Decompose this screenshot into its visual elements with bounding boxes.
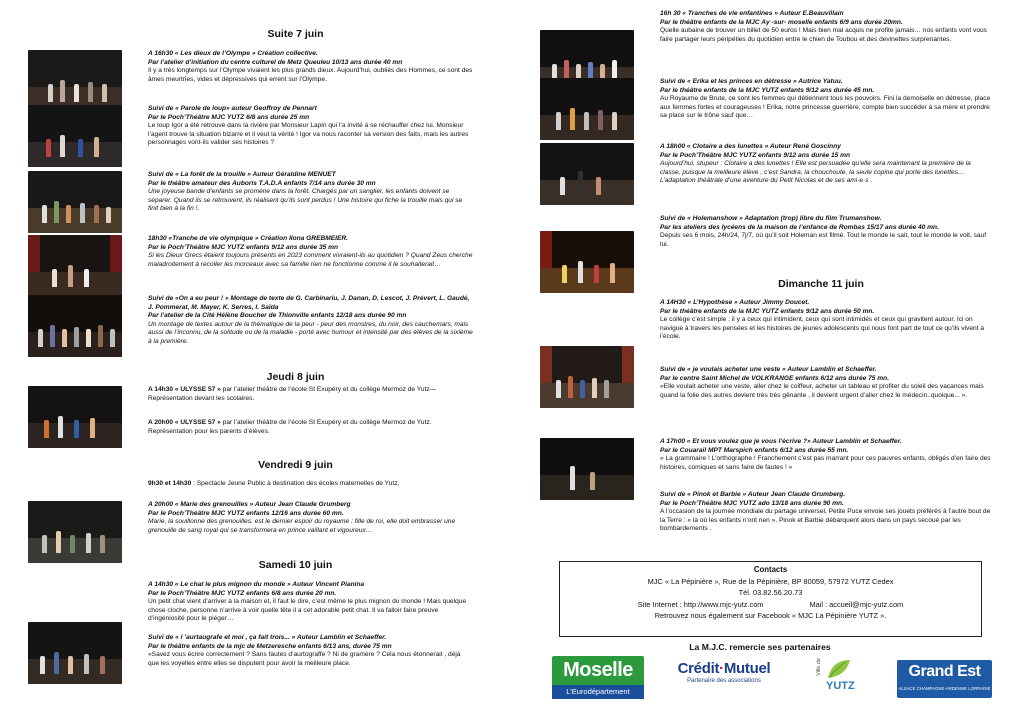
event-details: par l’atelier théâtre de l’école St Exupéry et du collège Mermoz de Yutz. Représentation pour les parents d’élèves.	[148, 419, 432, 435]
event-item	[28, 50, 473, 112]
credit-mutuel-logo-tagline: Partenaire des associations	[687, 678, 761, 684]
event-title: Suivi de « La forêt de la trouille » Auteur Géraldine MENUET	[148, 171, 336, 178]
event-troupe: Par l’atelier de la Cité Hélène Boucher de Thionville enfants 12/18 ans durée 90 mn	[148, 312, 407, 320]
event-troupe: Par le Poch’Théâtre MJC YUTZ enfants 9/12 ans durée 35 mn	[148, 243, 339, 251]
stage-photo	[28, 295, 122, 357]
event-title: A 16h30 « Les dieux de l’Olympe » Création collective.	[148, 50, 318, 57]
event-text	[148, 295, 473, 357]
event-item	[540, 143, 992, 205]
event-item	[28, 386, 473, 448]
event-item	[28, 171, 473, 233]
stage-photo	[28, 386, 122, 448]
partners-heading: La M.J.C. remercie ses partenaires	[689, 642, 831, 652]
yutz-logo	[816, 658, 856, 700]
event-text	[148, 386, 473, 448]
event-item	[540, 78, 992, 140]
credit-mutuel-logo-credit: Crédit	[677, 660, 720, 677]
event-line	[148, 480, 473, 489]
event-text	[660, 491, 992, 553]
event-time-title: A 14h30 « ULYSSE 57 »	[148, 386, 221, 393]
event-title: Suivi de « Pinok et Barbie » Auteur Jean Claude Grumberg.	[660, 491, 846, 498]
day-heading-suite-7-juin: Suite 7 juin	[267, 28, 324, 40]
event-troupe: Par le Poch’Théâtre MJC YUTZ 6/8 ans durée 25 mn	[148, 113, 310, 121]
stage-photo	[28, 622, 122, 684]
grand-est-logo-name: Grand Est	[908, 663, 981, 680]
event-text	[148, 171, 473, 233]
stage-photo	[540, 78, 634, 140]
event-details: : Spectacle Jeune Public à destination des écoles maternelles de Yutz.	[191, 480, 400, 487]
event-item	[28, 105, 473, 167]
stage-photo	[28, 501, 122, 563]
event-item	[540, 491, 992, 553]
event-troupe: Par le théâtre amateur des Auboris T.A.D.A enfants 7/14 ans durée 30 mn	[148, 179, 376, 187]
moselle-logo-tagline: L’Eurodépartement	[552, 685, 644, 699]
contacts-mail[interactable]: Mail : accueil@mjc-yutz.com	[809, 599, 904, 609]
contacts-phone: Tél. 03.82.56.20.73	[738, 588, 803, 598]
event-text	[148, 50, 473, 112]
event-troupe: Par le Poch’Théâtre MJC YUTZ ado 13/18 ans durée 90 mn.	[660, 499, 844, 507]
event-description: Aujourd’hui, stupeur : Clotaire a des lunettes ! Elle est persuadée qu’elle sera maintenant la première de la classe, puisque la meilleure élève , c’est Sandra, la chouchoute, la seule copine qui porte des lunettes… L’adaptation théâtrale d’une aventure du Petit Nicolas et de ses ami·e·s .	[660, 160, 971, 185]
event-troupe: Par l’atelier d’initiation du centre culturel de Metz Queuleu 10/13 ans durée 40 mn	[148, 58, 403, 66]
event-troupe: Par le théâtre enfants de la MJC YUTZ enfants 9/12 ans durée 50 mn.	[660, 307, 875, 315]
contacts-web-row	[560, 599, 981, 611]
grand-est-logo	[897, 660, 992, 698]
event-troupe: Par le centre Saint Michel de VOLKRANGE enfants 6/12 ans durée 75 mn.	[660, 374, 890, 382]
event-title: Suivi de « Erika et les princes en détresse » Autrice Yatuu.	[660, 78, 843, 85]
day-heading-vendredi: Vendredi 9 juin	[258, 459, 333, 471]
event-description: Au Royaume de Brute, ce sont les femmes qui détiennent tous les pouvoirs. Fini la demoiselle en détresse, place aux femmes fortes et courageuses ! Erika, notre princesse guerrière, compte bien succéder à sa mère et prendre sa place sur le trône sauf que…	[660, 95, 991, 120]
event-item	[28, 295, 473, 357]
credit-mutuel-logo-dot: ·	[719, 660, 724, 677]
contacts-box	[559, 561, 982, 637]
event-troupe: Par le théâtre enfants de la MJC YUTZ enfants 9/12 ans durée 45 mn.	[660, 86, 875, 94]
stage-photo	[28, 50, 122, 112]
contacts-website[interactable]: Site Internet : http://www.mjc-yutz.com	[637, 599, 764, 609]
event-description: Un petit chat vient d’arriver à la maison et, il faut le dire, c’est même le plus mignon du monde ! Mais quelque chose cloche, personne n’arrive à voir quelle tête il a cet adorable petit chat. Il va falloir faire preuve d’ingéniosité pour le piéger…	[148, 598, 467, 623]
event-text	[148, 105, 473, 167]
event-title: A 18h00 « Clotaire a des lunettes » Auteur René Goscinny	[660, 143, 841, 150]
event-title: Suivi de «On a eu peur ! » Montage de texte de G. Carbinariu, J. Danan, D. Lescot, J. Prévert, L. Gaudé, J. Pommerat, M. Mayer, K. Serres, I. Saïda	[148, 295, 470, 311]
event-text	[148, 235, 473, 297]
event-text	[660, 299, 992, 361]
event-troupe: Par le théâtre enfants de la mjc de Metzeresche enfants 6/13 ans, durée 75 mn	[148, 642, 392, 650]
event-description: Si les Dieux Grecs étaient toujours présents en 2023 comment vivraient-ils au quotidien ? Quand Zeus cherche maladroitement à recoller les morceaux avec sa famille rien ne fonctionne comme il le souhaiterait…	[148, 252, 473, 268]
event-description: Le collège c’est simple : il y a ceux qui intimident, ceux qui sont intimidés et ceux qui gravitent autour. Ici on navigue à travers les pensées et les histoires de jeunes adolescents qui nous font part de tout ce qu’ils vivent à l’école.	[660, 316, 985, 341]
event-text	[660, 78, 992, 140]
event-troupe: Par le Poch’Théâtre MJC YUTZ enfants 6/8 ans durée 20 mn.	[148, 589, 337, 597]
day-heading-samedi: Samedi 10 juin	[258, 559, 333, 571]
event-item	[28, 501, 473, 563]
event-title: A 20h00 « Marie des grenouilles » Auteur Jean Claude Grumberg	[148, 501, 351, 508]
yutz-logo-name: YUTZ	[826, 680, 855, 692]
event-item	[540, 366, 992, 408]
event-description: Le loup Igor a été retrouvé dans la rivière par Monsieur Lapin qui l’a invité à se réchauffer chez lui. Monsieur l’agent trouve la situation bizarre et il veut la vérité ! Igor va nous raconter sa version des faits, mais les autres personnages vont-ils valider ses histoires ?	[148, 122, 469, 147]
event-troupe: Par les ateliers des lycéens de la maison de l’enfance de Rombas 15/17 ans durée 40 mn.	[660, 223, 939, 231]
credit-mutuel-logo-name	[664, 660, 784, 677]
event-troupe: Par le Poch’Théâtre MJC YUTZ enfants 12/16 ans durée 60 mn.	[148, 509, 344, 517]
yutz-logo-ville: Ville de	[816, 658, 822, 676]
event-description: Une joyeuse bande d’enfants se promène dans la forêt. Chargés par un sanglier, les enfants doivent se séparer. Quand ils se retrouvent, ils réalisent qu’ils sont perdus ! Une histoire qui fiche la trouille mais qui se finit bien à la fin !.	[148, 188, 463, 213]
credit-mutuel-logo-mutuel: Mutuel	[723, 660, 771, 677]
contacts-address: MJC « La Pépinière », Rue de la Pépinière, BP 80059, 57972 YUTZ Cedex	[647, 576, 894, 586]
contacts-facebook: Retrouvez nous également sur Facebook « MJC La Pépinière YUTZ ».	[654, 611, 887, 621]
event-time-title: 9h30 et 14h30	[148, 480, 192, 487]
partner-logos	[552, 656, 992, 702]
moselle-logo-name: Moselle	[552, 656, 644, 685]
event-description: Quelle aubaine de trouver un billet de 50 euros ! Mais bien mal acquis ne profite jamais… nos enfants vont vous faire partager leurs péripéties du quotidien entre le chien de Toubou et des devinettes surprenantes.	[660, 27, 987, 43]
event-description: Marie, la souillonne des grenouilles, est le dernier espoir du royaume : fille de roi, elle doit embrasser une grenouille de sang royal qui se transformera en prince vaillant et vigoureux…	[148, 518, 456, 534]
event-description: Il y a très longtemps sur l’Olympe vivaient les plus grands dieux. Aujourd’hui, oubliés des Hommes, ce sont des âmes meurtries, vides et dépressives qui errent sur l’Olympe.	[148, 67, 473, 83]
event-title: Suivi de « Holemanshow » Adaptation (trop) libre du film Trumanshow.	[660, 215, 882, 222]
event-time-title: A 20h00 « ULYSSE 57 »	[148, 419, 221, 427]
event-description: «Elle voulait acheter une veste, aller chez le coiffeur, acheter un tableau et profiter du soleil des vacances mais quand la folie des autres devient très très gênante , il devient urgent d’aller chez le médecin..quoique... ».	[660, 383, 984, 399]
event-item	[28, 235, 473, 297]
event-description: Un montage de textes autour de la thématique de la peur - peur des monstres, du noir, des cauchemars, mais aussi de l’inconnu, de la solitude ou de la maladie - porté avec humour et intensité par des élèves de la sixième à la première.	[148, 320, 473, 345]
event-item	[28, 634, 473, 684]
event-description: A l’occasion de la journée mondiale du partage universel, Petite Puce envoie ses jouets préférés à l’autre bout de la Terre : « là où les enfants n’ont rien ». Pinok et Barbie débarquent alors dans un pays secoué par les bombardements .	[660, 508, 991, 533]
credit-mutuel-logo	[664, 660, 784, 698]
event-title: Suivi de « l ’aurtaugrafe et moi , ça fait trois... » Auteur Lamblin et Schaeffer.	[148, 634, 387, 641]
right-column	[540, 8, 992, 564]
left-column	[28, 8, 473, 724]
day-heading-jeudi: Jeudi 8 juin	[266, 371, 325, 383]
event-troupe: Par le Poch’Théâtre MJC YUTZ enfants 9/12 ans durée 15 mn	[660, 151, 851, 159]
event-description: « La grammaire ! L’orthographe ! Franchement c’est pas marrant pour ces pauvres enfants, obligés d’en faire des histoires, comiques et sans faire de fautes ! »	[660, 455, 991, 471]
event-troupe: Par le théâtre enfants de la MJC Ay -sur- moselle enfants 6/9 ans durée 20mn.	[660, 18, 903, 26]
contacts-heading: Contacts	[753, 565, 788, 574]
moselle-logo	[552, 656, 644, 700]
event-details: par l’atelier théâtre de l’école St Exupéry et du collège Mermoz de Yutz— Représentation devant les scolaires.	[148, 386, 437, 402]
event-title: A 17h00 « Et vous voulez que je vous l’écrive ?» Auteur Lamblin et Schaeffer.	[660, 438, 902, 445]
stage-photo	[28, 171, 122, 233]
event-title: Suivi de « je voulais acheter une veste » Auteur Lamblin et Schaeffer.	[660, 366, 877, 373]
event-line	[148, 419, 473, 436]
yutz-leaf-icon	[826, 658, 852, 680]
stage-photo	[28, 235, 122, 297]
event-text	[660, 366, 992, 408]
event-text	[148, 634, 473, 684]
event-text	[660, 143, 992, 205]
grand-est-logo-tagline: ALSACE CHAMPAGNE-ARDENNE LORRAINE	[898, 686, 991, 691]
stage-photo	[28, 105, 122, 167]
event-title: A 14H30 « L’Hypothèse » Auteur Jimmy Doucet.	[660, 299, 810, 306]
day-heading-dimanche: Dimanche 11 juin	[778, 278, 864, 290]
event-line	[148, 386, 473, 403]
event-title: A 14h30 « Le chat le plus mignon du monde » Auteur Vincent Pianina	[148, 581, 365, 588]
event-description: Depuis ses 6 mois, 24h/24, 7j/7, où qu’il soit Holeman est filmé. Tout le monde le sait, tout le monde le voit, sauf lui.	[660, 232, 987, 248]
stage-photo	[540, 346, 634, 408]
event-title: Suivi de « Parole de loup» auteur Geoffroy de Pennart	[148, 105, 317, 112]
event-text	[148, 501, 473, 563]
event-troupe: Par le Couarail MPT Marspich enfants 6/12 ans durée 55 mn.	[660, 446, 849, 454]
event-title: 18h30 «Tranche de vie olympique » Création Ilona GREBMEIER.	[148, 235, 348, 242]
event-title: 16h 30 « Tranches de vie enfantines » Auteur E.Beauvillain	[660, 10, 844, 17]
event-description: «Savez vous écrire correctement ? Sans fautes d’aurtograffe ? Ni de gramère ? Cela nous étonnerait , déjà que les voyelles entre elles se disputent pour avoir la meilleure place.	[148, 651, 461, 667]
stage-photo	[540, 143, 634, 205]
